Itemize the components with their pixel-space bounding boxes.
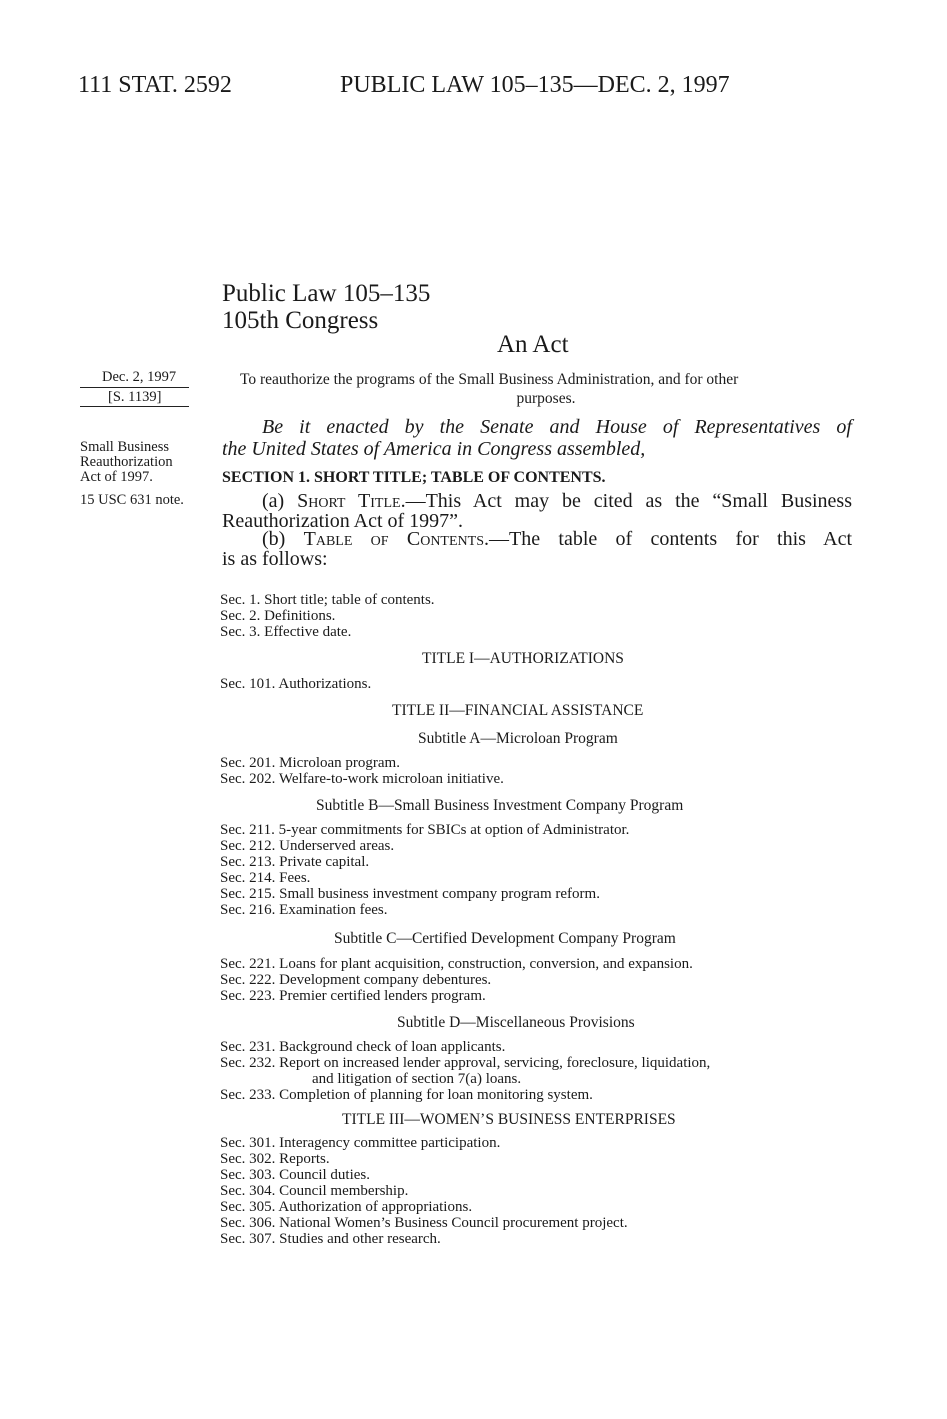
toc-entry: Sec. 3. Effective date. (220, 624, 352, 640)
subsection-b (222, 529, 852, 569)
title-heading: TITLE II—FINANCIAL ASSISTANCE (392, 702, 644, 719)
toc-subtitle-a (220, 755, 504, 787)
subsection-a-label: (a) (262, 490, 298, 512)
purpose-line: To reauthorize the programs of the Small Business Administration, and for other (240, 371, 739, 388)
toc-entry: Sec. 302. Reports. (220, 1151, 330, 1167)
act-heading: An Act (497, 331, 569, 358)
enacting-clause-line: Be it enacted by the Senate and House of Representatives of (262, 416, 852, 438)
subsection-a-line: Reauthorization Act of 1997”. (222, 510, 464, 532)
margin-short-title-line: Reauthorization (80, 454, 173, 470)
subsection-b-label: (b) (262, 528, 304, 550)
toc-entry: Sec. 2. Definitions. (220, 608, 336, 624)
toc-entry: Sec. 303. Council duties. (220, 1167, 370, 1183)
margin-short-title-line: Small Business (80, 439, 170, 455)
subsection-b-caption: Table of Contents (303, 528, 484, 550)
toc-entry: Sec. 233. Completion of planning for loan monitoring system. (220, 1087, 593, 1103)
section-heading: SECTION 1. SHORT TITLE; TABLE OF CONTENTS. (222, 469, 606, 486)
act-purpose (240, 370, 852, 408)
margin-usc-citation: 15 USC 631 note. (80, 492, 184, 508)
subsection-b-text: .—The table of contents for this Act (484, 528, 853, 550)
subtitle-heading: Subtitle C—Certified Development Company Program (334, 930, 676, 947)
toc-entry: Sec. 232. Report on increased lender approval, servicing, foreclosure, liquidation, (220, 1055, 711, 1071)
toc-subtitle-d (220, 1039, 710, 1103)
toc-entry: Sec. 307. Studies and other research. (220, 1231, 441, 1247)
margin-short-title (80, 440, 173, 485)
subsection-a-text: .—This Act may be cited as the “Small Business (400, 490, 852, 512)
toc-entry: Sec. 201. Microloan program. (220, 755, 400, 771)
toc-entry: Sec. 222. Development company debentures. (220, 972, 492, 988)
toc-entry: Sec. 211. 5-year commitments for SBICs at option of Administrator. (220, 822, 630, 838)
margin-date: Dec. 2, 1997 (102, 369, 177, 385)
toc-subtitle-c (220, 956, 693, 1004)
public-law-number: Public Law 105–135 (222, 280, 431, 307)
toc-title-1 (220, 676, 371, 692)
subtitle-heading: Subtitle D—Miscellaneous Provisions (397, 1014, 635, 1031)
congress-number: 105th Congress (222, 307, 379, 334)
enacting-clause (222, 416, 852, 460)
title-heading: TITLE I—AUTHORIZATIONS (422, 650, 624, 667)
toc-entry: Sec. 215. Small business investment company program reform. (220, 886, 600, 902)
enacting-clause-line: the United States of America in Congress assembled, (222, 438, 646, 460)
toc-entry: Sec. 221. Loans for plant acquisition, construction, conversion, and expansion. (220, 956, 693, 972)
toc-entry-continuation: and litigation of section 7(a) loans. (312, 1071, 522, 1087)
public-law-header: PUBLIC LAW 105–135—DEC. 2, 1997 (340, 72, 730, 98)
margin-rule (80, 406, 189, 407)
toc-entry: Sec. 212. Underserved areas. (220, 838, 395, 854)
subsection-b-line: is as follows: (222, 548, 328, 570)
title-heading: TITLE III—WOMEN’S BUSINESS ENTERPRISES (342, 1111, 676, 1128)
toc-subtitle-b (220, 822, 629, 918)
subsection-a-caption: Short Title (297, 490, 401, 512)
statute-reference: 111 STAT. 2592 (78, 72, 232, 98)
subtitle-heading: Subtitle A—Microloan Program (418, 730, 618, 747)
law-title-block (222, 280, 430, 334)
toc-entry: Sec. 223. Premier certified lenders program. (220, 988, 486, 1004)
toc-entry: Sec. 1. Short title; table of contents. (220, 592, 435, 608)
toc-entry: Sec. 231. Background check of loan applicants. (220, 1039, 506, 1055)
subsection-a (222, 491, 852, 531)
toc-general (220, 592, 435, 640)
toc-title-3 (220, 1135, 628, 1247)
toc-entry: Sec. 202. Welfare-to-work microloan initiative. (220, 771, 504, 787)
toc-entry: Sec. 306. National Women’s Business Council procurement project. (220, 1215, 628, 1231)
subtitle-heading: Subtitle B—Small Business Investment Company Program (316, 797, 684, 814)
subsection-b-line (222, 529, 852, 549)
toc-entry: Sec. 213. Private capital. (220, 854, 370, 870)
toc-entry: Sec. 305. Authorization of appropriations. (220, 1199, 473, 1215)
toc-entry: Sec. 301. Interagency committee participation. (220, 1135, 501, 1151)
margin-bill-number: [S. 1139] (108, 389, 162, 405)
subsection-a-line (222, 491, 852, 511)
toc-entry: Sec. 214. Fees. (220, 870, 311, 886)
toc-entry: Sec. 101. Authorizations. (220, 676, 372, 692)
margin-short-title-line: Act of 1997. (80, 469, 153, 485)
toc-entry: Sec. 216. Examination fees. (220, 902, 388, 918)
toc-entry: Sec. 304. Council membership. (220, 1183, 409, 1199)
margin-rule (80, 387, 189, 388)
purpose-line: purposes. (516, 390, 576, 407)
